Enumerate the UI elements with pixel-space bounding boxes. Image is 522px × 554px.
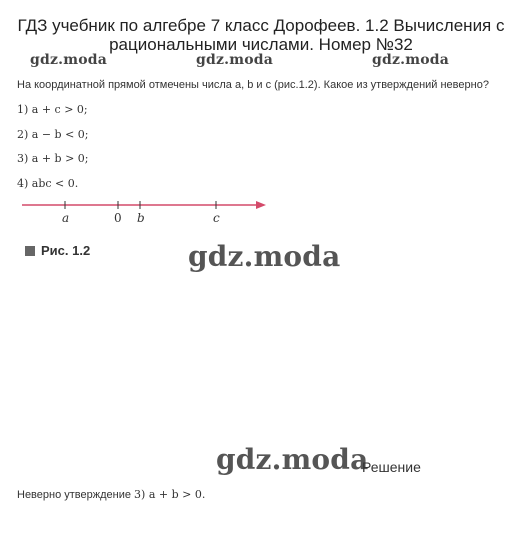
label-a: a: [62, 211, 70, 225]
answer-math: 3) a + b > 0.: [134, 488, 206, 501]
label-b: b: [137, 211, 145, 225]
statement-2: 2) a − b < 0;: [17, 128, 89, 141]
answer-prefix: Неверно утверждение: [17, 489, 135, 501]
statement-1: 1) a + c > 0;: [17, 103, 88, 116]
coordinate-line-figure: [20, 195, 270, 230]
watermark: gdz.moda: [30, 52, 108, 68]
label-c: c: [213, 211, 220, 225]
figure-caption-text: Рис. 1.2: [41, 243, 91, 258]
statement-4: 4) abc < 0.: [17, 177, 79, 190]
watermark: gdz.moda: [372, 52, 450, 68]
watermark: gdz.moda: [216, 443, 369, 476]
page-title: ГДЗ учебник по алгебре 7 класс Дорофеев. 1.2 Вычисления с рациональными числами. Номер №32: [17, 16, 505, 54]
figure-caption: [25, 243, 90, 258]
watermark: gdz.moda: [188, 240, 341, 273]
question-text: На координатной прямой отмечены числа a, b и c (рис.1.2). Какое из утверждений неверно?: [17, 79, 489, 91]
caption-square-icon: [25, 246, 35, 256]
label-zero: 0: [114, 211, 122, 225]
solution-heading: Решение: [362, 459, 421, 475]
statement-3: 3) a + b > 0;: [17, 152, 89, 165]
watermark: gdz.moda: [196, 52, 274, 68]
number-line-arrow: [256, 201, 266, 209]
answer-text: [17, 488, 205, 501]
